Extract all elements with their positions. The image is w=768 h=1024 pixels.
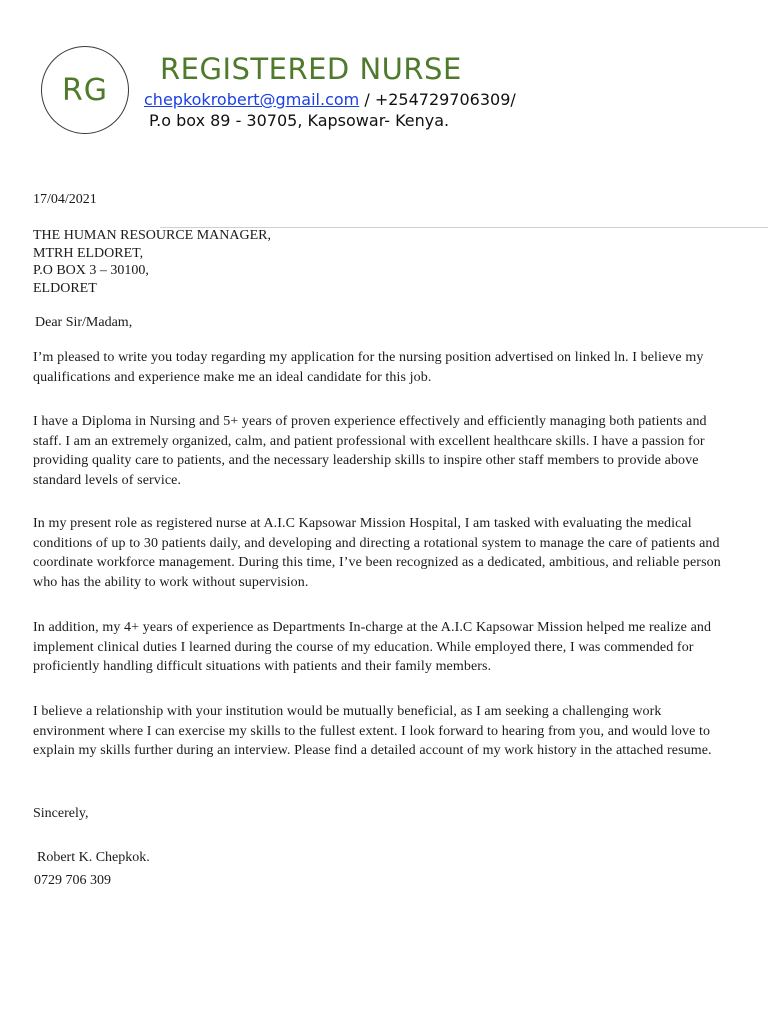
initials-text: RG <box>61 72 109 108</box>
recipient-line: P.O BOX 3 – 30100, <box>33 263 149 278</box>
email-link[interactable]: chepkokrobert@gmail.com <box>144 90 360 109</box>
contact-line <box>144 90 516 109</box>
phone-text: / +254729706309/ <box>359 90 516 109</box>
closing: Sincerely, <box>33 806 89 821</box>
signer-phone: 0729 706 309 <box>34 873 111 888</box>
initials-monogram <box>41 46 129 134</box>
signer-name: Robert K. Chepkok. <box>37 850 150 865</box>
body-paragraph: I believe a relationship with your institution would be mutually beneficial, as I am seeking a challenging work environment where I can exercise my skills to the fullest extent. I look forward to hearing from you, and would love to explain my skills further during an interview. Please find a detailed account of my work history in the attached resume. <box>33 704 712 759</box>
body-paragraph: I’m pleased to write you today regarding my application for the nursing position advertised on linked ln. I believe my qualifications and experience make me an ideal candidate for this job. <box>33 350 704 385</box>
body-paragraph: In addition, my 4+ years of experience as Departments In-charge at the A.I.C Kapsowar Mission helped me realize and implement clinical duties I learned during the course of my education. While employed there, I was commended for proficiently handling difficult situations with patients and their family members. <box>33 620 712 675</box>
body-paragraph: In my present role as registered nurse at A.I.C Kapsowar Mission Hospital, I am tasked with evaluating the medical conditions of up to 30 patients daily, and developing and directing a rotational system to manage the care of patients and coordinate workforce management. During this time, I’ve been recognized as a dedicated, ambitious, and reliable person who has the ability to work without supervision. <box>33 516 721 590</box>
job-title: REGISTERED NURSE <box>160 52 462 86</box>
recipient-line: THE HUMAN RESOURCE MANAGER, <box>33 228 272 243</box>
recipient-address <box>33 227 271 297</box>
salutation: Dear Sir/Madam, <box>35 315 133 330</box>
recipient-line: MTRH ELDORET, <box>33 245 144 261</box>
body-paragraph: I have a Diploma in Nursing and 5+ years of proven experience effectively and efficiently managing both patients and staff. I am an extremely organized, calm, and patient professional with excellent healthcare skills. I have a passion for providing quality care to patients, and the necessary leadership skills to inspire other staff members to provide above standard levels of service. <box>33 414 707 488</box>
postal-address: P.o box 89 - 30705, Kapsowar- Kenya. <box>149 111 450 130</box>
recipient-line: ELDORET <box>33 280 97 296</box>
letter-date: 17/04/2021 <box>33 192 97 207</box>
